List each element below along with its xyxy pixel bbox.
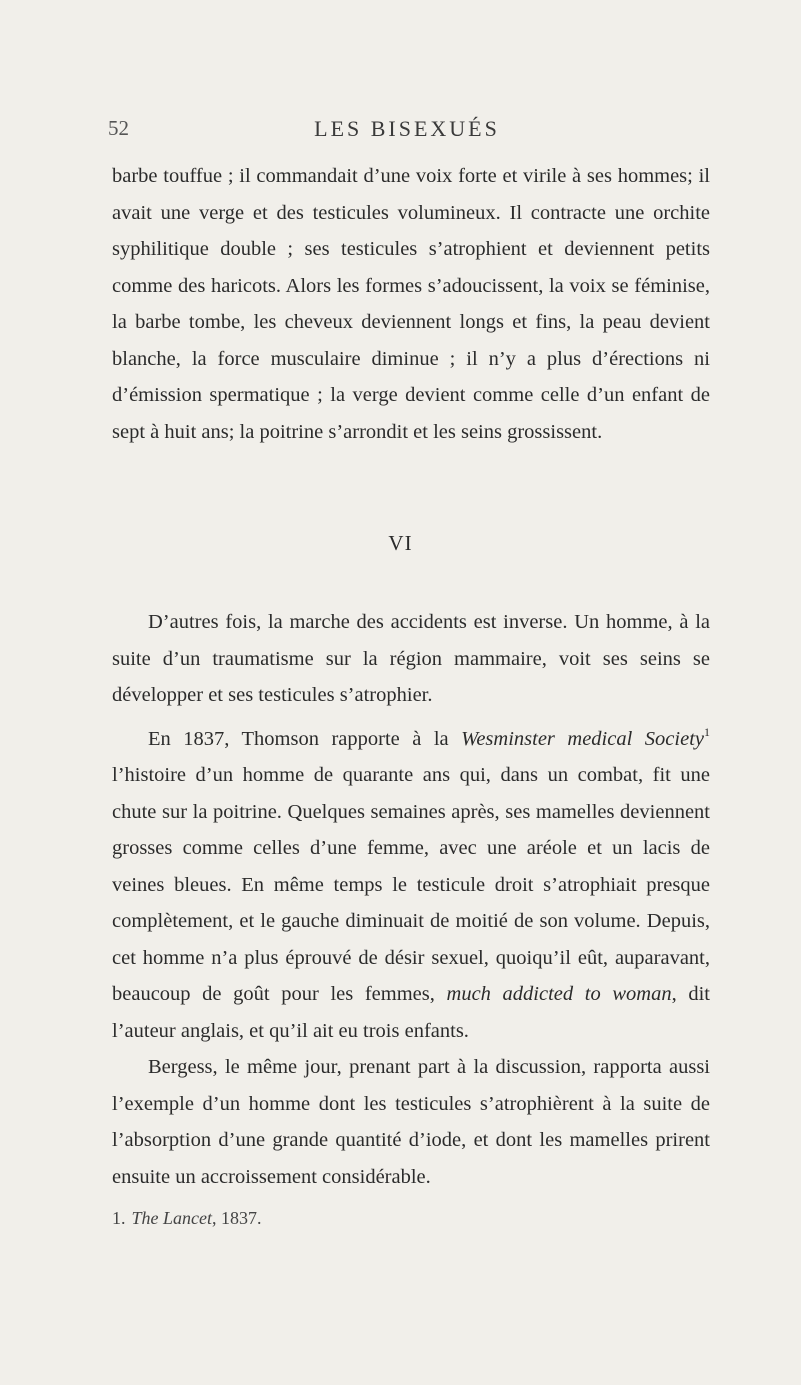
paragraph-text: l’histoire d’un homme de quarante ans qui, dans un combat, fit une chute sur la poitrine. Quelques semaines après, ses mamelles deviennent grosses comme celles d’une femme, avec une aréole et un lacis de veines bleues. En même temps le testicule droit s’atrophiait presque complètement, et le gauche diminuait de moitié de son volume. Depuis, cet homme n’a plus éprouvé de désir sexuel, quoiqu’il eût, auparavant, beaucoup de goût pour les femmes, (112, 764, 710, 1005)
paragraph-bergess: Bergess, le même jour, prenant part à la discussion, rapporta aussi l’exemple d’un homme dont les testicules s’atrophièrent à la suite de l’absorption d’une grande quantité d’iode, et dont les mamelles prirent ensuite un accroissement considérable. (112, 1056, 710, 1188)
footnote-ref: 1 (704, 724, 710, 739)
section-heading: VI (388, 531, 413, 555)
footnote-number: 1. (112, 1208, 126, 1228)
paragraph-text: , dit l’auteur anglais, et qu’il ait eu trois enfants. (112, 983, 710, 1042)
journal-title: Wesminster medical Society (461, 727, 704, 750)
running-title: LES BISEXUÉS (314, 116, 500, 141)
footnote-year: , 1837. (212, 1208, 262, 1228)
text-block-main (112, 604, 710, 1195)
page-number: 52 (108, 116, 129, 140)
text-block-top (112, 158, 710, 450)
paragraph: D’autres fois, la marche des accidents est inverse. Un homme, à la suite d’un traumatisme sur la région mammaire, voit ses seins se développer et ses testicules s’atrophier. (112, 611, 710, 706)
footnote (112, 1208, 710, 1229)
page-header (108, 116, 706, 146)
paragraph-text: En 1837, Thomson rapporte à la (148, 727, 462, 750)
paragraph-thomson (112, 714, 710, 1050)
paragraph-continued: barbe touffue ; il commandait d’une voix forte et virile à ses hommes; il avait une verge et des testicules volumineux. Il contracte une orchite syphilitique double ; ses testicules s’atrophient et deviennent petits comme des haricots. Alors les formes s’adoucissent, la voix se féminise, la barbe tombe, les cheveux deviennent longs et fins, la peau devient blanche, la force musculaire diminue ; il n’y a plus d’érections ni d’émission spermatique ; la verge devient comme celle d’un enfant de sept à huit ans; la poitrine s’arrondit et les seins grossissent. (112, 165, 710, 443)
footnote-source: The Lancet (131, 1208, 212, 1228)
english-quote: much addicted to woman (446, 983, 672, 1005)
